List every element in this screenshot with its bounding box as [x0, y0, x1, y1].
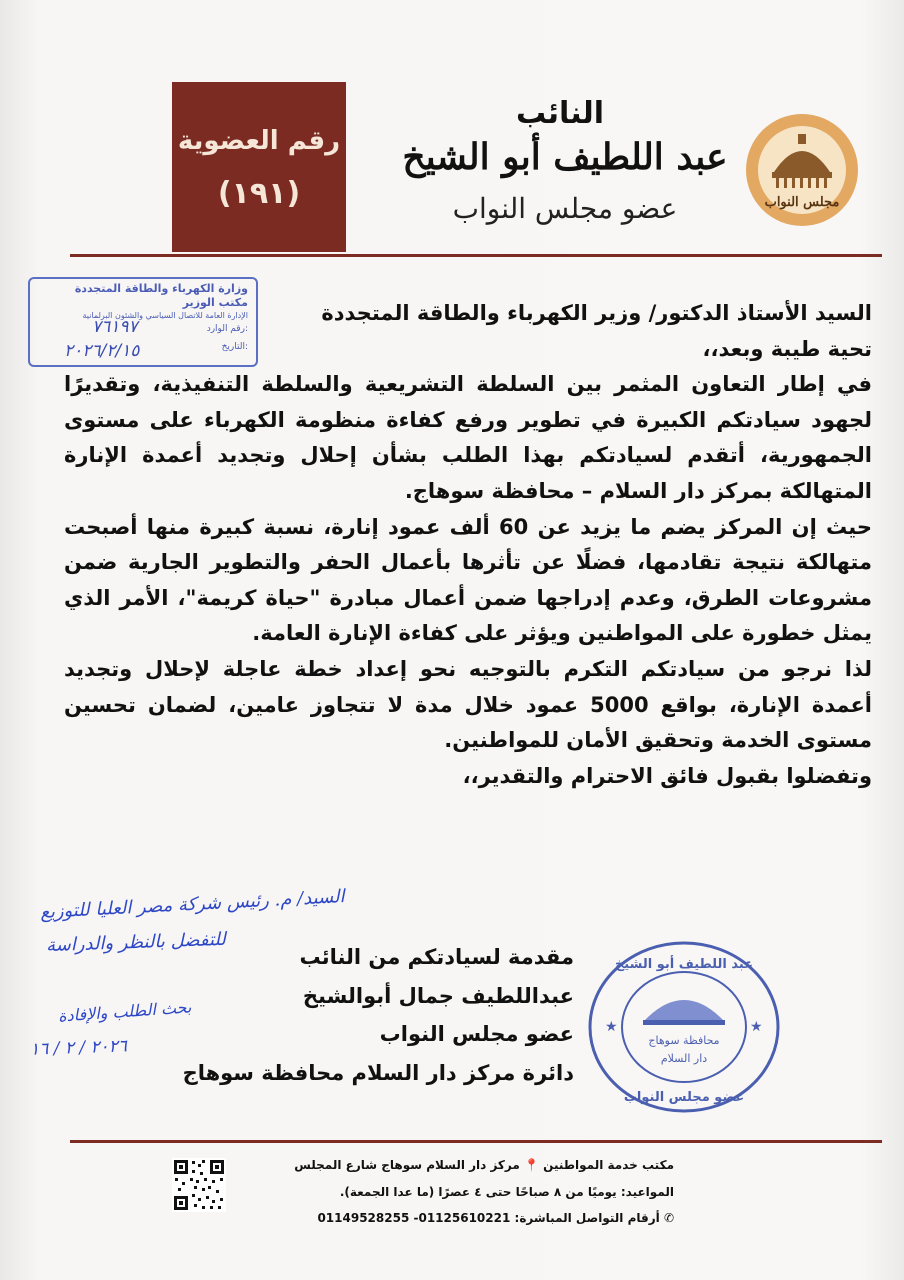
- logo-text: مجلس النواب: [764, 195, 840, 210]
- letter-body: [64, 296, 872, 794]
- phone-icon: ✆: [663, 1211, 674, 1225]
- header-title: النائب: [515, 96, 605, 131]
- svg-text:★: ★: [605, 1019, 618, 1035]
- signature-line-1: مقدمة لسيادتكم من النائب: [299, 945, 574, 969]
- stamp-incoming-number: ٧٦١٩٧: [92, 317, 138, 337]
- signature-block: [90, 938, 574, 1092]
- signature-line-2: عبداللطيف جمال أبوالشيخ: [302, 983, 574, 1008]
- footer-hours: المواعيد: يوميًا من ٨ صباحًا حتى ٤ عصرًا (ما عدا الجمعة).: [339, 1185, 674, 1199]
- handwritten-note-date: ٢٠٢٦ / ٢ / ١٦: [29, 1036, 128, 1060]
- parliament-logo-icon: [744, 112, 860, 228]
- letter-addressee: السيد الأستاذ الدكتور/ وزير الكهرباء والطاقة المتجددة: [321, 301, 872, 325]
- footer-address-line: [294, 1158, 674, 1172]
- membership-number: (١٩١): [217, 176, 301, 211]
- letter-greeting: تحية طيبة وبعد،،: [702, 336, 872, 361]
- header-role: عضو مجلس النواب: [452, 192, 678, 225]
- stamp-date: ٢٠٢٦/٢/١٥: [64, 341, 140, 361]
- handwritten-note-line-2: للتفضل بالنظر والدراسة: [45, 928, 227, 957]
- stamp-department: الإدارة العامة للاتصال السياسي والشئون البرلمانية: [82, 311, 248, 320]
- footer-divider: [70, 1140, 882, 1143]
- membership-label: رقم العضوية: [177, 126, 341, 156]
- handwritten-note-line-1: السيد/ م. رئيس شركة مصر العليا للتوزيع: [39, 886, 346, 923]
- letter-paragraph-2: حيث إن المركز يضم ما يزيد عن 60 ألف عمود إنارة، نسبة كبيرة منها أصبحت متهالكة نتيجة تقادمها، فضلًا عن تأثرها بأعمال الحفر والتطوير الجارية ضمن مشروعات الطرق، وعدم إدراجها ضمن أعمال مبادرة "حياة كريمة"، الأمر الذي يمثل خطورة على المواطنين ويؤثر على كفاءة الإنارة العامة.: [64, 514, 872, 646]
- header-name: عبد اللطيف أبو الشيخ: [402, 136, 728, 178]
- seal-inner-2: دار السلام: [660, 1052, 708, 1065]
- stamp-ministry: وزارة الكهرباء والطاقة المتجددة: [74, 282, 248, 295]
- letter-paragraph-3: لذا نرجو من سيادتكم التكرم بالتوجيه نحو إعداد خطة عاجلة لإحلال وتجديد أعمدة الإنارة، بواقع 5000 عمود خلال مدة لا تتجاوز عامين، لضمان تحسين مستوى الخدمة وتحقيق الأمان للمواطنين.: [64, 656, 872, 753]
- stamp-office: مكتب الوزير: [182, 296, 248, 309]
- header-divider: [70, 254, 882, 257]
- handwritten-note-line-3: بحث الطلب والإفادة: [57, 997, 192, 1026]
- svg-text:★: ★: [750, 1019, 763, 1035]
- footer-office-label: مكتب خدمة المواطنين: [543, 1158, 674, 1172]
- footer-phones: 01125610221- 01149528255: [317, 1211, 511, 1225]
- seal-outer-bottom: عضو مجلس النواب: [623, 1090, 745, 1105]
- signature-line-3: عضو مجلس النواب: [379, 1022, 574, 1046]
- footer-address: مركز دار السلام سوهاج شارع المجلس: [294, 1158, 520, 1172]
- letter-paragraph-1: في إطار التعاون المثمر بين السلطة التشريعية والسلطة التنفيذية، وتقديرًا لجهود سيادتكم الكبيرة في تطوير ورفع كفاءة منظومة الكهرباء على مستوى الجمهورية، أتقدم لسيادتكم بهذا الطلب بشأن إحلال وتجديد أعمدة الإنارة المتهالكة بمركز دار السلام – محافظة سوهاج.: [64, 372, 872, 503]
- membership-box: [172, 82, 346, 252]
- signature-line-4: دائرة مركز دار السلام محافظة سوهاج: [182, 1060, 574, 1085]
- location-pin-icon: 📍: [524, 1158, 539, 1172]
- footer-phones-line: [317, 1211, 674, 1225]
- footer-phones-label: أرقام التواصل المباشرة:: [514, 1211, 660, 1225]
- stamp-date-label: التاريخ:: [221, 342, 248, 352]
- seal-outer-top: عبد اللطيف أبو الشيخ: [614, 957, 754, 972]
- qr-code-icon: [172, 1158, 226, 1212]
- stamp-incoming-label: رقم الوارد:: [206, 324, 248, 334]
- letter-closing: وتفضلوا بقبول فائق الاحترام والتقدير،،: [462, 763, 872, 788]
- seal-inner-1: محافظة سوهاج: [648, 1034, 720, 1047]
- official-seal-icon: [585, 938, 783, 1116]
